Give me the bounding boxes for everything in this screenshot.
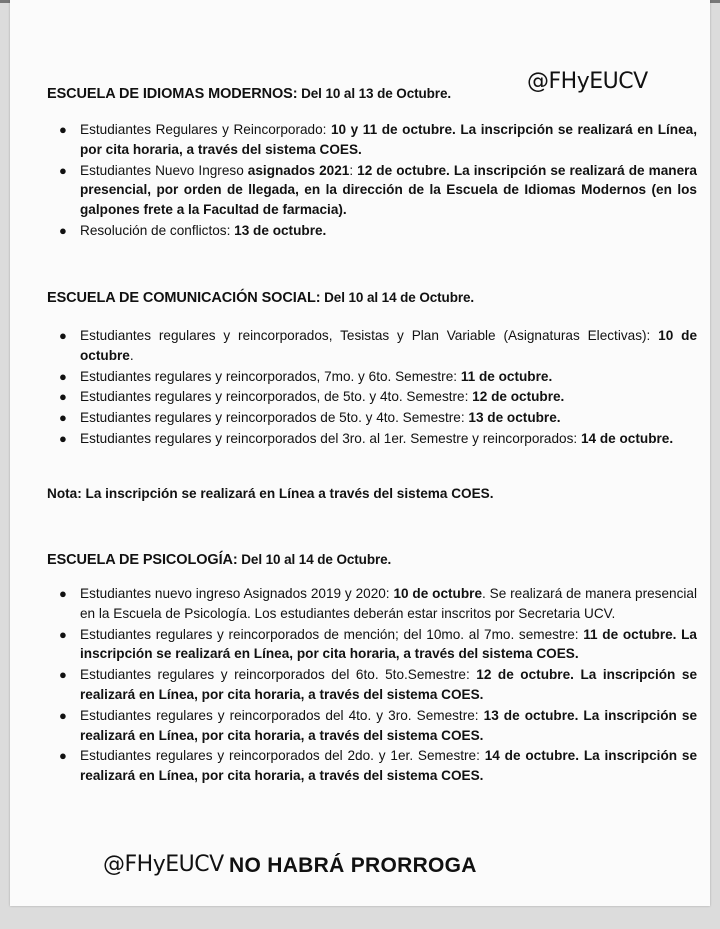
list-item xyxy=(47,584,697,624)
item-text: Estudiantes regulares y reincorporados del 4to. y 3ro. Semestre: xyxy=(80,707,484,723)
section-dates: Del 10 al 13 de Octubre. xyxy=(297,86,452,101)
item-text: Estudiantes regulares y reincorporados de mención; del 10mo. al 7mo. semestre: xyxy=(80,626,584,642)
bullet-icon: ● xyxy=(59,162,67,178)
section-psicologia xyxy=(47,552,697,568)
bullet-icon: ● xyxy=(59,667,67,683)
bullet-icon: ● xyxy=(59,328,67,343)
list-item xyxy=(47,367,697,387)
item-bold: 13 de octubre. xyxy=(468,410,561,426)
item-bold: 13 de octubre. xyxy=(234,222,327,238)
item-text: Estudiantes regulares y reincorporados, 7mo. y 6to. Semestre: xyxy=(80,368,461,384)
note-text: Nota: La inscripción se realizará en Línea a través del sistema COES. xyxy=(47,486,494,501)
item-bold: asignados 2021 xyxy=(247,162,350,178)
item-text: Estudiantes regulares y reincorporados del 6to. 5to.Semestre: xyxy=(80,667,477,683)
item-text: Estudiantes regulares y reincorporados, Tesistas y Plan Variable (Asignaturas Electivas): xyxy=(80,328,659,343)
list-item xyxy=(47,408,697,428)
list-item xyxy=(47,746,697,786)
list-item xyxy=(47,706,697,746)
item-text: Estudiantes regulares y reincorporados, de 5to. y 4to. Semestre: xyxy=(80,389,473,405)
list-item xyxy=(47,120,697,160)
item-bold: 14 de octubre. La inscripción se realizará en Línea, por cita horaria, a través del sistema COES. xyxy=(80,748,698,784)
item-text: Resolución de conflictos: xyxy=(80,222,235,238)
section-comunicacion-list xyxy=(47,326,697,450)
item-text: Estudiantes Regulares y Reincorporado: xyxy=(80,122,331,137)
item-text-2: . xyxy=(129,347,134,363)
list-item xyxy=(47,429,697,449)
document-page xyxy=(10,0,710,906)
note xyxy=(47,486,697,501)
item-text: Estudiantes regulares y reincorporados del 2do. y 1er. Semestre: xyxy=(80,748,485,764)
item-bold: 14 de octubre. xyxy=(580,430,674,446)
list-item xyxy=(47,161,697,220)
section-heading xyxy=(47,552,697,568)
item-bold: 11 de octubre. La inscripción se realizará en Línea, por cita horaria, a través del sistema COES. xyxy=(80,626,697,662)
item-bold-2: 12 de octubre. La inscripción se realizará de manera presencial, por orden de llegada, en la dirección de la Escuela de Idiomas Modernos (en los galpones frete a la Facultad de farmacia). xyxy=(80,162,697,218)
bullet-icon: ● xyxy=(59,122,67,137)
item-bold: 12 de octubre. La inscripción se realizará en Línea, por cita horaria, a través del sistema COES. xyxy=(80,667,697,702)
footer-notice: NO HABRÁ PRORROGA xyxy=(229,854,477,877)
item-text-2: . Se realizará de manera presencial en la Escuela de Psicología. Los estudiantes deberán estar inscritos por Secretaria UCV. xyxy=(80,586,697,621)
section-psicologia-list xyxy=(47,584,697,787)
bullet-icon: ● xyxy=(59,368,67,384)
item-text: Estudiantes Nuevo Ingreso xyxy=(80,162,248,178)
list-item xyxy=(47,625,697,665)
section-dates: Del 10 al 14 de Octubre. xyxy=(237,552,392,567)
section-comunicacion xyxy=(47,290,697,306)
item-text: Estudiantes regulares y reincorporados del 3ro. al 1er. Semestre y reincorporados: xyxy=(80,430,581,446)
list-item xyxy=(47,665,697,705)
section-heading xyxy=(47,290,697,306)
bullet-icon: ● xyxy=(59,389,67,405)
section-title: ESCUELA DE IDIOMAS MODERNOS: xyxy=(47,86,298,102)
item-text: Estudiantes regulares y reincorporados de 5to. y 4to. Semestre: xyxy=(80,410,469,426)
list-item xyxy=(47,221,697,241)
item-bold: 12 de octubre. xyxy=(472,389,565,405)
section-idiomas-list xyxy=(47,120,697,242)
item-bold: 11 de octubre. xyxy=(460,368,553,384)
item-text: Estudiantes nuevo ingreso Asignados 2019 y 2020: xyxy=(80,586,394,601)
bullet-icon: ● xyxy=(59,430,67,446)
section-dates: Del 10 al 14 de Octubre. xyxy=(320,290,475,305)
bullet-icon: ● xyxy=(59,586,67,601)
list-item xyxy=(47,387,697,407)
section-title: ESCUELA DE COMUNICACIÓN SOCIAL: xyxy=(47,290,321,306)
bullet-icon: ● xyxy=(59,626,67,642)
section-title: ESCUELA DE PSICOLOGÍA: xyxy=(47,552,238,568)
watermark-top: @FHyEUCV xyxy=(527,69,648,94)
item-text-2: : xyxy=(349,162,358,178)
bullet-icon: ● xyxy=(59,410,67,426)
bullet-icon: ● xyxy=(59,748,67,764)
item-bold: 10 y 11 de octubre. La inscripción se realizará en Línea, por cita horaria, a través del sistema COES. xyxy=(80,122,697,157)
item-bold: 13 de octubre. La inscripción se realizará en Línea, por cita horaria, a través del sistema COES. xyxy=(80,707,698,743)
bullet-icon: ● xyxy=(59,707,67,723)
bullet-icon: ● xyxy=(59,222,67,238)
watermark-bottom: @FHyEUCV xyxy=(103,852,224,877)
item-bold: 10 de octubre xyxy=(393,586,482,601)
item-bold: 10 de octubre xyxy=(80,328,698,363)
list-item xyxy=(47,326,697,366)
